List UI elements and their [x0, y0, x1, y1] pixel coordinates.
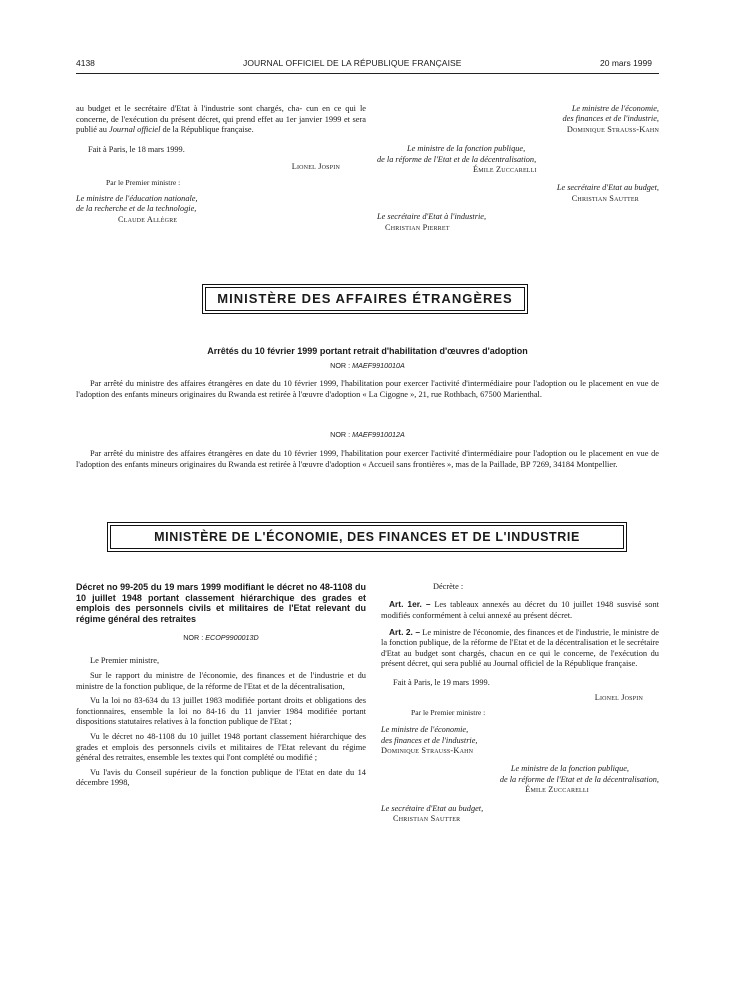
- arrete-paragraph-2: Par arrêté du ministre des affaires étrangères en date du 10 février 1999, l'habilitation pour exercer l'activité d'intermédiaire pour l'adoption ou le placement en vue de l'adoption des enfants mineurs originaires du Rwanda est retirée à l'œuvre d'adoption « Accueil sans frontières », mas de la Paillade, BP 7269, 34184 Montpellier.: [76, 449, 659, 469]
- minister-name: Claude Allègre: [118, 214, 178, 224]
- nor-code-2: MAEF9910012A: [352, 430, 405, 439]
- nor-1: [76, 361, 659, 370]
- nor-2: [76, 430, 659, 439]
- journal-title: JOURNAL OFFICIEL DE LA RÉPUBLIQUE FRANÇAISE: [243, 58, 462, 68]
- visa-decret: Vu le décret no 48-1108 du 10 juillet 1948 portant classement hiérarchique des grades et emplois des personnels civils et militaires de l'Etat relevant du régime général des retraites, ensemble les textes qui l'ont complété ou modifié ;: [76, 731, 366, 763]
- premier-ministre: Le Premier ministre,: [90, 656, 160, 666]
- article-1-label: Art. 1er. –: [389, 599, 431, 610]
- fp-title-2: de la réforme de l'Etat et de la décentralisation,: [377, 154, 537, 164]
- decret-nor: [76, 633, 366, 642]
- fp-title-1: Le ministre de la fonction publique,: [407, 144, 526, 154]
- decree-right-column: [381, 582, 659, 824]
- closing-line-4: de la République française.: [162, 125, 254, 135]
- decree-fp-title-1: Le ministre de la fonction publique,: [510, 764, 629, 774]
- closing-line-1: au budget et le secrétaire d'Etat à l'industrie sont chargés, cha-: [76, 104, 303, 113]
- decree-eco-title-1: Le ministre de l'économie,: [381, 725, 469, 735]
- page-number: 4138: [76, 58, 95, 68]
- ministry-heading-economie: MINISTÈRE DE L'ÉCONOMIE, DES FINANCES ET DE L'INDUSTRIE: [110, 525, 624, 549]
- eco-name: Dominique Strauss-Kahn: [566, 124, 659, 134]
- eco-title-2: des finances et de l'industrie,: [562, 114, 659, 124]
- visa-rapport: Sur le rapport du ministre de l'économie, des finances et de l'industrie et du ministre de la fonction publique, de la réforme de l'Etat et de la décentralisation,: [76, 670, 366, 691]
- decree-fp-name: Émile Zuccarelli: [525, 785, 589, 795]
- closing-line-3: prend effet au 1er janvier 1999 et sera publié au: [76, 114, 367, 135]
- top-right-column: [377, 104, 659, 233]
- par-premier-ministre: Par le Premier ministre :: [106, 177, 181, 187]
- decree-eco-title-2: des finances et de l'industrie,: [381, 735, 478, 745]
- decret-title: Décret no 99-205 du 19 mars 1999 modifiant le décret no 48-1108 du 10 juillet 1948 portant classement hiérarchique des grades et emplois des personnels civils et militaires de l'Etat relevant du régime général des retraites: [76, 582, 366, 624]
- closing-line-2: cun en ce qui le concerne, de l'exécution du présent décret, qui: [76, 104, 366, 124]
- arrete-paragraph-1: Par arrêté du ministre des affaires étrangères en date du 10 février 1999, l'habilitation pour exercer l'activité d'intermédiaire pour l'adoption ou le placement en vue de l'adoption des enfants mineurs originaires du Rwanda est retirée à l'œuvre d'adoption « La Cigogne », 21, rue Rothbach, 67500 Marienthal.: [76, 379, 659, 399]
- signer-name: Lionel Jospin: [291, 162, 340, 172]
- decrete: Décrète :: [433, 582, 464, 591]
- visa-loi: Vu la loi no 83-634 du 13 juillet 1983 modifiée portant droits et obligations des fonctionnaires, ensemble la loi no 84-16 du 11 janvier 1984 modifiée portant dispositions statutaires relatives à la fonction publique de l'Etat ;: [76, 696, 366, 727]
- decree-signer-name: Lionel Jospin: [594, 693, 643, 703]
- decree-budget-title: Le secrétaire d'Etat au budget,: [381, 803, 484, 813]
- article-2-label: Art. 2. –: [389, 626, 420, 637]
- decree-eco-name: Dominique Strauss-Kahn: [381, 746, 474, 755]
- decree-fp-title-2: de la réforme de l'Etat et de la décentralisation,: [499, 774, 659, 784]
- ministry-heading-affaires-etrangeres: MINISTÈRE DES AFFAIRES ÉTRANGÈRES: [205, 287, 525, 311]
- visa-avis: Vu l'avis du Conseil supérieur de la fonction publique de l'Etat en date du 14 décembre 1998,: [76, 767, 366, 788]
- nor-label-2: NOR :: [330, 430, 351, 439]
- journal-officiel-ref: Journal officiel: [109, 125, 161, 135]
- industry-name: Christian Pierret: [385, 222, 450, 232]
- article-1-text: Les tableaux annexés au décret du 10 juillet 1948 susvisé sont modifiés conformément à celui annexé au présent décret.: [381, 600, 659, 620]
- nor-code-1: MAEF9910010A: [352, 361, 405, 370]
- article-1: [381, 599, 659, 621]
- decree-par-premier-ministre: Par le Premier ministre :: [411, 707, 486, 717]
- article-2: [381, 627, 659, 670]
- minister-title-line-1: Le ministre de l'éducation nationale,: [76, 194, 198, 203]
- fp-name: Émile Zuccarelli: [473, 165, 537, 175]
- arretes-title: Arrêtés du 10 février 1999 portant retrait d'habilitation d'œuvres d'adoption: [207, 346, 528, 356]
- decret-nor-code: ECOP9900013D: [205, 633, 259, 643]
- issue-date: 20 mars 1999: [600, 58, 652, 68]
- fait-a-paris: Fait à Paris, le 18 mars 1999.: [88, 144, 185, 154]
- article-2-text: Le ministre de l'économie, des finances et de l'industrie, le ministre de la fonction publique, de la réforme de l'Etat et de la décentralisation et le secrétaire d'Etat au budget sont chargés, chacun en ce qui le concerne, de l'exécution du présent décret, qui sera publié au Journal officiel de la République française.: [381, 627, 659, 669]
- decree-left-column: [76, 582, 366, 789]
- closing-paragraph: [76, 104, 366, 136]
- minister-title-line-2: de la recherche et de la technologie,: [76, 204, 197, 214]
- decree-fait-a-paris: Fait à Paris, le 19 mars 1999.: [393, 677, 490, 687]
- budget-name: Christian Sautter: [571, 193, 639, 203]
- industry-title: Le secrétaire d'Etat à l'industrie,: [377, 212, 487, 222]
- nor-label-1: NOR :: [330, 361, 351, 370]
- budget-title: Le secrétaire d'Etat au budget,: [556, 183, 659, 193]
- decree-budget-name: Christian Sautter: [393, 814, 461, 824]
- top-left-column: [76, 104, 366, 225]
- eco-title-1: Le ministre de l'économie,: [571, 104, 659, 113]
- header-rule: [76, 73, 659, 74]
- decret-nor-label: NOR :: [183, 633, 204, 643]
